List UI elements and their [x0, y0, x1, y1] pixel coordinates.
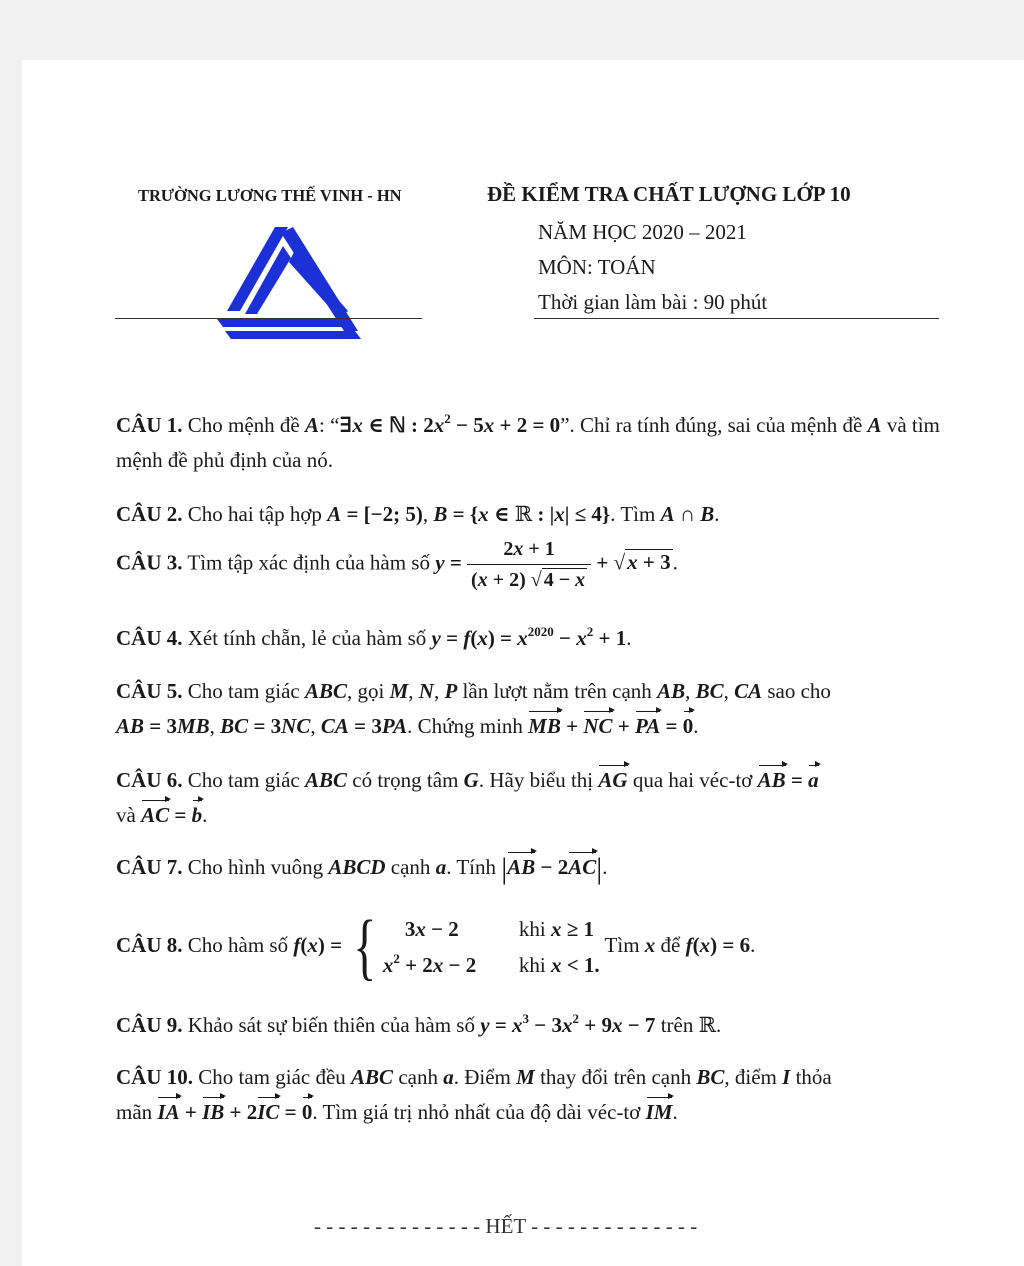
question-4: CÂU 4. Xét tính chẵn, lẻ của hàm số $y = f(x) = x^{2020} - x^2 + 1$. [116, 624, 632, 650]
exam-page [22, 60, 1024, 1266]
question-8: CÂU 8. Cho hàm số f(x) = { 3x − 2 khi x ≥ 1 $x^2 + 2x - 2$ khi x < 1. Tìm x để f(x) = 6. [116, 906, 756, 988]
end-marker: - - - - - - - - - - - - - - HẾT - - - - - - - - - - - - - - [314, 1214, 698, 1238]
question-9: CÂU 9. Khảo sát sự biến thiên của hàm số $y = x^3 - 3x^2 + 9x - 7$ trên ℝ. [116, 1011, 722, 1037]
question-7: CÂU 7. Cho hình vuông ABCD cạnh a. Tính |AB − 2AC|. [116, 852, 608, 885]
school-name: TRƯỜNG LƯƠNG THẾ VINH - HN [138, 186, 402, 205]
question-5: CÂU 5. Cho tam giác ABC, gọi M, N, P lần lượt nằm trên cạnh AB, BC, CA sao cho AB = 3MB, BC = 3NC, CA = 3PA. Chứng minh MB + NC + PA = 0. [116, 674, 956, 744]
question-10: CÂU 10. Cho tam giác đều ABC cạnh a. Điểm M thay đổi trên cạnh BC, điểm I thỏa mãn IA + IB + 2IC = 0. Tìm giá trị nhỏ nhất của độ dài véc-tơ IM. [116, 1060, 956, 1130]
question-2: CÂU 2. Cho hai tập hợp A = [−2; 5), B = {x ∈ ℝ : |x| ≤ 4}. Tìm A ∩ B. [116, 502, 720, 526]
question-1: CÂU 1. Cho mệnh đề A: “∃x ∈ ℕ : $2x^2 - 5x + 2 = 0$”. Chỉ ra tính đúng, sai của mệnh đề A và tìm mệnh đề phủ định của nó. [116, 411, 940, 472]
header-divider-left [115, 318, 422, 319]
question-3: CÂU 3. Tìm tập xác định của hàm số y = $\frac{2x + 1}{(x + 2) √ 4 - x}$ + √x + 3. [116, 538, 678, 591]
exam-title: ĐỀ KIỂM TRA CHẤT LƯỢNG LỚP 10 [487, 182, 851, 206]
school-year: NĂM HỌC 2020 – 2021 [538, 220, 747, 244]
header-divider-right [534, 318, 939, 319]
triangle-logo-icon [217, 210, 367, 342]
question-6: CÂU 6. Cho tam giác ABC có trọng tâm G. Hãy biểu thị AG qua hai véc-tơ AB = a và AC = b. [116, 763, 956, 833]
time-limit: Thời gian làm bài : 90 phút [538, 290, 768, 314]
subject: MÔN: TOÁN [538, 255, 656, 279]
